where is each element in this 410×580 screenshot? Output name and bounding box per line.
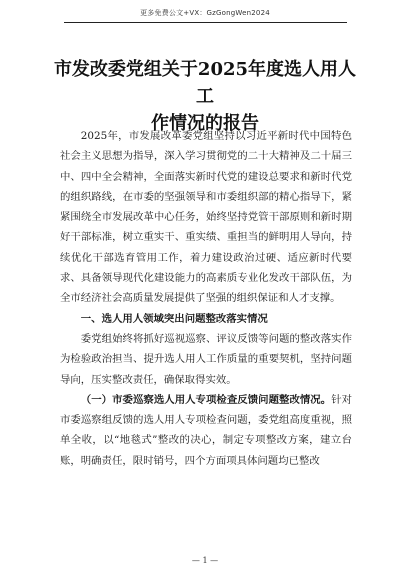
subsection-1-heading: （一）市委巡察选人用人专项检查反馈问题整改情况。 <box>80 393 332 406</box>
section-1-paragraph: 委党组始终将抓好巡视巡察、评议反馈等问题的整改落实作为检验政治担当、提升选人用人工作质量的重要契机，坚持问题导向，压实整改责任，确保取得实效。 <box>60 332 352 386</box>
section-1-heading: 一、选人用人领域突出问题整改落实情况 <box>80 312 268 325</box>
intro-paragraph: 2025年，市发展改革委党组坚持以习近平新时代中国特色社会主义思想为指导，深入学习贯彻党的二十大精神及二十届三中、四中全会精神，全面落实新时代党的建设总要求和新时代党的组织路线，在市委的坚强领导和市委组织部的精心指导下，紧紧围绕全市发展改革中心任务，始终坚持党管干部原则和新时期好干部标准，树立重实干、重实绩、重担当的鲜明用人导向，持续优化干部选育管用工作，着力建设政治过硬、适应新时代要求、具备领导现代化建设能力的高素质专业化发改干部队伍，为全市经济社会高质量发展提供了坚强的组织保证和人才支撑。 <box>60 130 352 305</box>
header-divider <box>64 22 347 23</box>
title-line-1: 市发改委党组关于2025年度选人用人工 <box>53 59 357 107</box>
subsection-1-text: 针对市委巡察组反馈的选人用人专项检查问题，委党组高度重视，照单全收，以“地毯式”整改的决心，制定专项整改方案，建立台账，明确责任，限时销号，四个方面项具体问题均已整改 <box>60 393 353 467</box>
header-note: 更多免费公文+VX：GzGongWen2024 <box>140 9 270 17</box>
document-title <box>48 56 362 137</box>
document-body <box>60 126 352 471</box>
subsection-1-paragraph <box>60 390 352 471</box>
page-number: — 1 — <box>191 556 219 565</box>
title-line-2: 作情况的报告 <box>151 113 259 134</box>
